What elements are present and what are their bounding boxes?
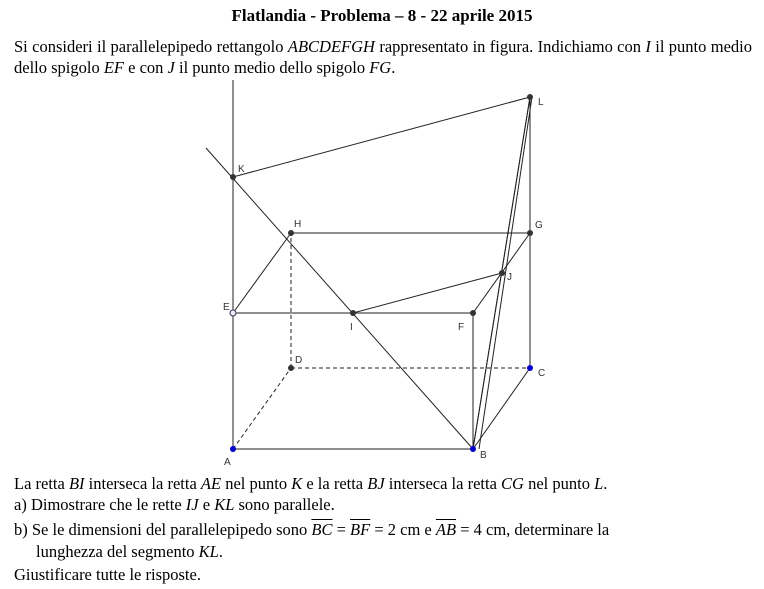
- point-d: [288, 365, 294, 371]
- line-kl-name: KL: [214, 495, 235, 514]
- page-title: Flatlandia - Problema – 8 - 22 aprile 2015: [231, 6, 533, 25]
- intro-text-3: il punto medio dello spigolo: [14, 37, 753, 77]
- problem-statement: [14, 473, 752, 494]
- segment-kl-name: KL: [198, 542, 219, 561]
- intro-text-4: e con: [124, 58, 168, 77]
- label-a: A: [224, 457, 231, 468]
- statement-text-3: nel punto: [221, 474, 292, 493]
- line-bl-outer: [479, 97, 532, 449]
- label-k: K: [238, 164, 245, 175]
- edge-fg-name: FG: [369, 58, 392, 77]
- label-d: D: [295, 355, 303, 366]
- label-h: H: [294, 219, 302, 230]
- line-bi: [206, 148, 473, 449]
- question-b-text-1: b) Se le dimensioni del parallelepipedo sono: [14, 520, 312, 539]
- closing-instruction: Giustificare tutte le risposte.: [14, 565, 201, 584]
- label-b: B: [480, 450, 487, 461]
- line-bi-name: BI: [68, 474, 85, 493]
- point-h: [288, 230, 294, 236]
- edge-ef-name: EF: [103, 58, 125, 77]
- line-ij-name: IJ: [185, 495, 199, 514]
- line-ae-name: AE: [200, 474, 222, 493]
- question-b-text-2: lunghezza del segmento: [36, 542, 199, 561]
- intro-text-1: Si consideri il parallelepipedo rettangolo: [14, 37, 288, 56]
- statement-text-1: La retta: [14, 474, 69, 493]
- statement-text-6: nel punto: [523, 474, 595, 493]
- question-b-text-3: .: [218, 542, 223, 561]
- label-e: E: [223, 302, 230, 313]
- question-a: [14, 494, 752, 515]
- label-l: L: [538, 97, 544, 108]
- point-i: [350, 310, 356, 316]
- point-c: [527, 365, 533, 371]
- point-l: [527, 94, 533, 100]
- segment-ij: [353, 273, 502, 313]
- edge-bc: [473, 368, 530, 449]
- statement-text-5: interseca la retta: [384, 474, 502, 493]
- label-g: G: [535, 220, 543, 231]
- statement-text-4: e la retta: [302, 474, 368, 493]
- solid-name: ABCDEFGH: [287, 37, 375, 56]
- segment-bf-name: $\overline{BF}$: [350, 520, 371, 539]
- edge-ad-hidden: [233, 368, 291, 449]
- point-k: [230, 174, 236, 180]
- point-a: [230, 446, 236, 452]
- edge-eh: [233, 233, 291, 313]
- point-e: [230, 310, 236, 316]
- segment-kl: [233, 97, 530, 177]
- point-i-name: I: [645, 37, 651, 56]
- point-j: [499, 270, 505, 276]
- line-bj-name: BJ: [367, 474, 385, 493]
- point-b: [470, 446, 476, 452]
- intro-text-5: il punto medio dello spigolo: [174, 58, 370, 77]
- intro-text-6: .: [391, 58, 396, 77]
- label-j: J: [507, 272, 512, 283]
- statement-text-2: interseca la retta: [84, 474, 201, 493]
- question-a-text-3: sono parallele.: [234, 495, 335, 514]
- question-b-eq-2: = 2 cm e: [370, 520, 436, 539]
- point-g: [527, 230, 533, 236]
- line-cg-name: CG: [501, 474, 524, 493]
- point-f: [470, 310, 476, 316]
- label-c: C: [538, 368, 546, 379]
- question-a-text-2: e: [198, 495, 215, 514]
- question-b-eq-1: =: [332, 520, 351, 539]
- label-f: F: [458, 322, 465, 333]
- intro-text-2: rappresentato in figura. Indichiamo con: [374, 37, 646, 56]
- label-i: I: [350, 322, 353, 333]
- question-b: [14, 519, 752, 563]
- statement-text-7: .: [603, 474, 608, 493]
- segment-bc-name: $\overline{BC}$: [311, 520, 333, 539]
- question-b-eq-3: = 4 cm, determinare la: [456, 520, 610, 539]
- point-j-name: J: [167, 58, 175, 77]
- question-a-text-1: a) Dimostrare che le rette: [14, 495, 186, 514]
- point-l-name: L: [594, 474, 604, 493]
- point-k-name: K: [291, 474, 303, 493]
- segment-ab-name: $\overline{AB}$: [435, 520, 457, 539]
